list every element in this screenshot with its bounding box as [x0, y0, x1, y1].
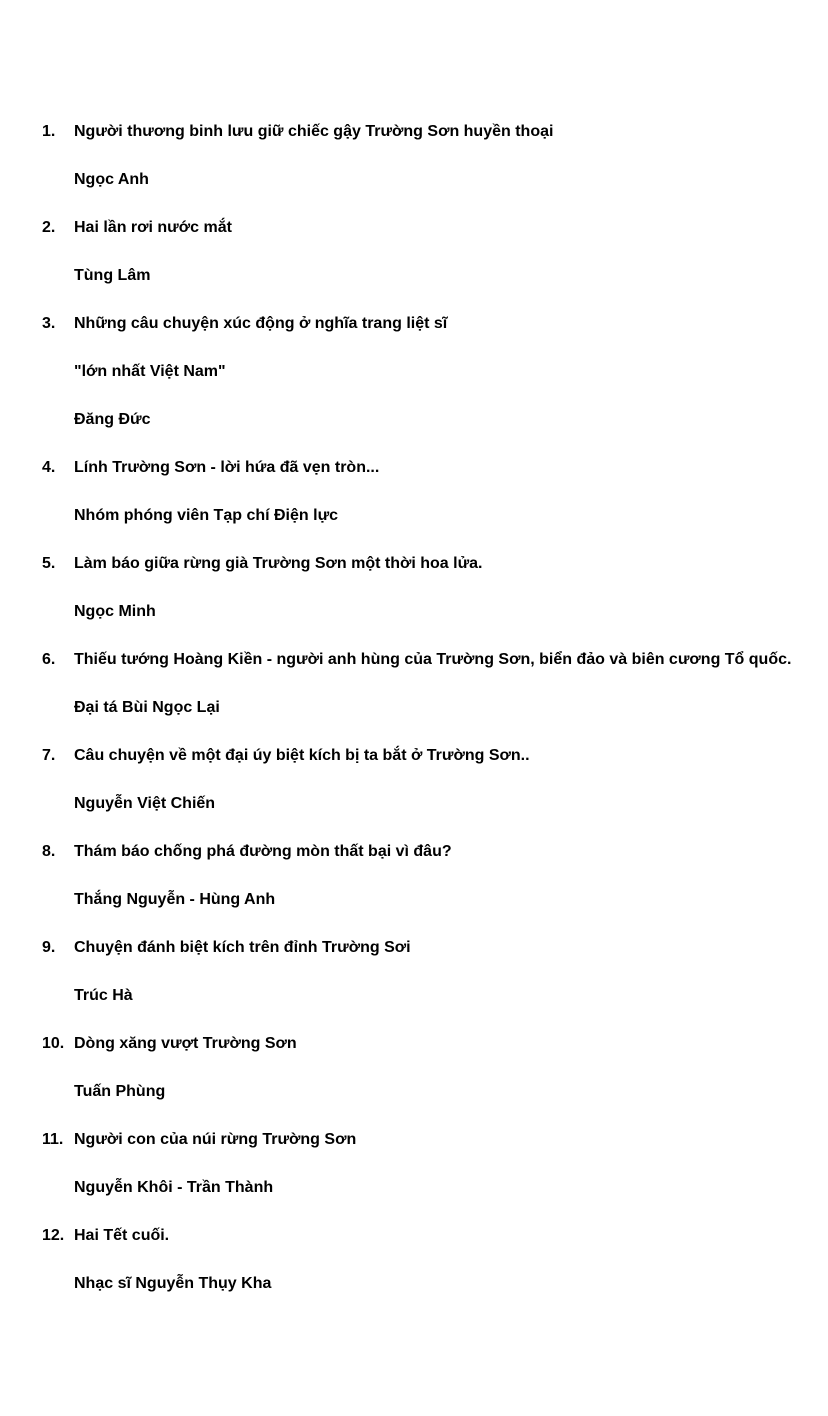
entry-title: Chuyện đánh biệt kích trên đỉnh Trường Sơi [74, 939, 411, 956]
entry-author: Trúc Hà [74, 987, 133, 1004]
toc-entry [0, 839, 828, 935]
entry-title: Dòng xăng vượt Trường Sơn [74, 1035, 297, 1052]
entry-author: Nguyễn Việt Chiến [74, 795, 216, 812]
entry-title-continuation: "lớn nhất Việt Nam" [74, 363, 226, 380]
entry-number: 2. [42, 219, 56, 236]
toc-entry [0, 743, 828, 839]
entry-number: 5. [42, 555, 56, 572]
toc-entry [0, 935, 828, 1031]
entry-number: 12. [42, 1227, 65, 1244]
entry-title: Người thương binh lưu giữ chiếc gậy Trường Sơn huyền thoại [74, 123, 554, 140]
entry-number: 6. [42, 651, 56, 668]
entry-author: Ngọc Minh [74, 603, 156, 620]
toc-entry [0, 551, 828, 647]
entry-author: Nhóm phóng viên Tạp chí Điện lực [74, 507, 339, 524]
entry-number: 7. [42, 747, 56, 764]
entry-title: Lính Trường Sơn - lời hứa đã vẹn tròn... [74, 459, 380, 476]
entry-author: Đăng Đức [74, 411, 151, 428]
entry-number: 1. [42, 123, 56, 140]
toc-entry [0, 1223, 828, 1319]
entry-author: Tuấn Phùng [74, 1083, 166, 1100]
entry-title: Hai lần rơi nước mắt [74, 219, 232, 236]
entry-number: 10. [42, 1035, 65, 1052]
toc-entry [0, 647, 828, 743]
entry-title: Làm báo giữa rừng già Trường Sơn một thời hoa lửa. [74, 555, 483, 572]
entry-author: Nguyễn Khôi - Trần Thành [74, 1179, 274, 1196]
toc-entry [0, 1031, 828, 1127]
entry-number: 4. [42, 459, 56, 476]
entry-title: Những câu chuyện xúc động ở nghĩa trang liệt sĩ [74, 315, 448, 332]
entry-title: Hai Tết cuối. [74, 1227, 170, 1244]
entry-number: 3. [42, 315, 56, 332]
entry-title: Thám báo chống phá đường mòn thất bại vì đâu? [74, 843, 452, 860]
entry-author: Ngọc Anh [74, 171, 149, 188]
entry-author: Nhạc sĩ Nguyễn Thụy Kha [74, 1275, 272, 1292]
entry-number: 9. [42, 939, 56, 956]
entry-number: 11. [42, 1131, 64, 1148]
toc-entry [0, 455, 828, 551]
entry-author: Tùng Lâm [74, 267, 151, 284]
toc-entry [0, 1127, 828, 1223]
entry-author: Thắng Nguyễn - Hùng Anh [74, 891, 276, 908]
entry-title: Câu chuyện về một đại úy biệt kích bị ta bắt ở Trường Sơn.. [74, 747, 530, 764]
toc-entry [0, 119, 828, 215]
table-of-contents [0, 119, 828, 1319]
toc-entry [0, 311, 828, 455]
entry-title: Người con của núi rừng Trường Sơn [74, 1131, 357, 1148]
entry-title: Thiếu tướng Hoàng Kiền - người anh hùng của Trường Sơn, biển đảo và biên cương Tổ quốc. [74, 651, 792, 668]
toc-entry [0, 215, 828, 311]
entry-author: Đại tá Bùi Ngọc Lại [74, 699, 220, 716]
entry-number: 8. [42, 843, 56, 860]
